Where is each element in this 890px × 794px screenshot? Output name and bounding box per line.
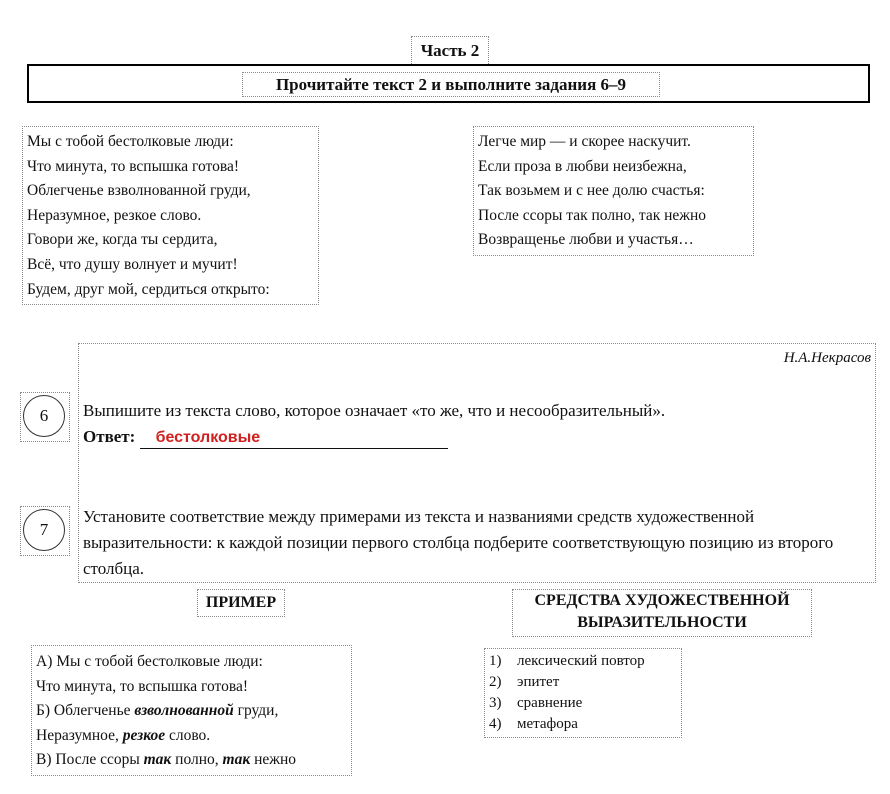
poem-line: Легче мир — и скорее наскучит. bbox=[478, 133, 691, 150]
means-item: 4) метафора bbox=[489, 716, 578, 732]
part-title: Часть 2 bbox=[411, 36, 489, 66]
poem-right bbox=[473, 126, 754, 256]
poem-line: Будем, друг мой, сердиться открыто: bbox=[27, 280, 270, 298]
means-item: 2) эпитет bbox=[489, 674, 560, 690]
example-a-line: Что минута, то вспышка готова! bbox=[36, 677, 248, 695]
task-6-question: Выпишите из текста слово, которое означает «то же, что и несообразительный». bbox=[83, 401, 666, 420]
means-header-line: СРЕДСТВА ХУДОЖЕСТВЕННОЙ bbox=[534, 592, 790, 609]
means-header bbox=[512, 589, 812, 637]
means-list bbox=[484, 648, 682, 738]
poem-line: Возвращенье любви и участья… bbox=[478, 231, 694, 249]
task-7-number: 7 bbox=[23, 509, 65, 551]
instruction-banner bbox=[27, 64, 870, 103]
means-item: 3) сравнение bbox=[489, 695, 583, 711]
example-b-line: Б) Облегченье взволнованной груди, bbox=[36, 702, 279, 720]
poem-line: Говори же, когда ты сердита, bbox=[27, 231, 218, 249]
instruction-text: Прочитайте текст 2 и выполните задания 6–9 bbox=[242, 72, 660, 97]
poem-line: Так возьмем и с нее долю счастья: bbox=[478, 182, 705, 200]
poem-line: Что минута, то вспышка готова! bbox=[27, 157, 239, 175]
example-b-line: Неразумное, резкое слово. bbox=[36, 726, 211, 744]
example-a-line: А) Мы с тобой бестолковые люди: bbox=[36, 653, 263, 670]
answer-field[interactable]: бестолковые bbox=[140, 428, 448, 449]
example-v-line: В) После ссоры так полно, так нежно bbox=[36, 751, 297, 769]
means-item: 1) лексический повтор bbox=[489, 653, 645, 669]
means-header-line: ВЫРАЗИТЕЛЬНОСТИ bbox=[577, 614, 747, 631]
poem-line: Облегченье взволнованной груди, bbox=[27, 182, 251, 200]
task-6-answer-row bbox=[83, 424, 463, 450]
poem-line: Если проза в любви неизбежна, bbox=[478, 157, 687, 175]
poem-line: Неразумное, резкое слово. bbox=[27, 206, 202, 224]
poem-author: Н.А.Некрасов bbox=[783, 350, 871, 366]
examples-header: ПРИМЕР bbox=[197, 589, 285, 617]
task-6-number: 6 bbox=[23, 395, 65, 437]
poem-line: После ссоры так полно, так нежно bbox=[478, 206, 707, 224]
poem-line: Мы с тобой бестолковые люди: bbox=[27, 133, 234, 150]
poem-left bbox=[22, 126, 319, 305]
task-7-question: Установите соответствие между примерами из текста и названиями средств художественной выразительности: к каждой позиции первого столбца подберите соответствующую позицию из второго столбца. bbox=[83, 507, 834, 578]
task-6-marker bbox=[20, 392, 70, 442]
poem-line: Всё, что душу волнует и мучит! bbox=[27, 255, 238, 273]
answer-label: Ответ: bbox=[83, 427, 136, 446]
task-7-marker bbox=[20, 506, 70, 556]
examples-list bbox=[31, 645, 352, 776]
